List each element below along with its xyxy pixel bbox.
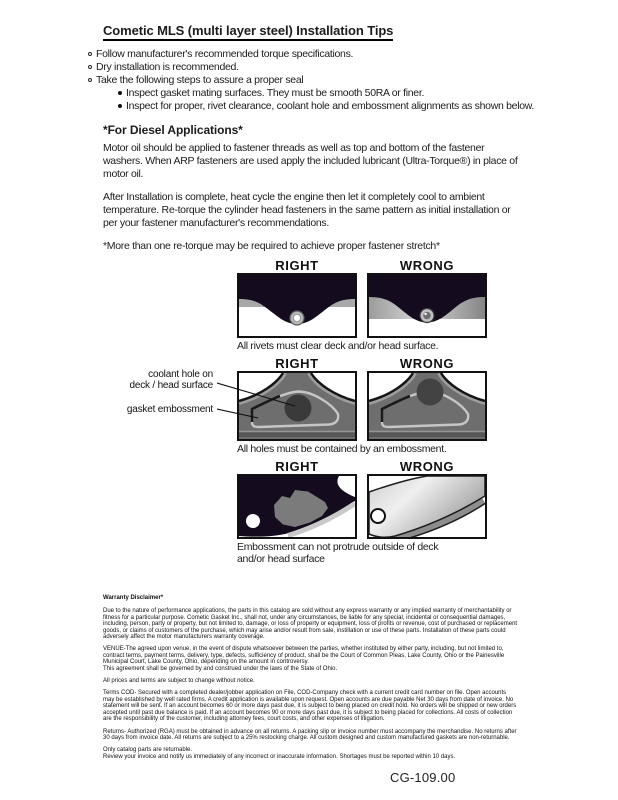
- rivet-icon: [420, 309, 434, 323]
- figure-rivet-clearance: [237, 259, 497, 352]
- list-item: [118, 100, 618, 113]
- bolt-hole: [371, 509, 385, 523]
- right-label: RIGHT: [275, 356, 319, 371]
- rivet-icon: [290, 311, 304, 325]
- figure-caption: Embossment can not protrude outside of deck and/or head surface: [237, 541, 439, 565]
- gasket-embossment-label: gasket embossment: [126, 404, 213, 415]
- tips-list: [88, 48, 618, 113]
- list-item: [88, 61, 618, 74]
- bolt-hole: [246, 514, 260, 528]
- bullet-text: Inspect gasket mating surfaces. They must be smooth 50RA or finer.: [126, 87, 425, 99]
- coolant-hole-label: coolant hole on deck / head surface: [129, 369, 213, 391]
- disclaimer-paragraph: Review your invoice and notify us immediately of any incorrect or inaccurate information. Shortages must be reported within 10 days.: [103, 753, 456, 760]
- wrong-label: WRONG: [399, 459, 455, 474]
- wrong-label: WRONG: [399, 258, 455, 273]
- disclaimer-paragraph: Only catalog parts are returnable.: [103, 747, 193, 754]
- diesel-heading: *For Diesel Applications*: [103, 123, 243, 137]
- rivet-right-diagram: [237, 273, 357, 338]
- bullet-text: Follow manufacturer's recommended torque specifications.: [96, 48, 354, 60]
- hole-wrong-diagram: [367, 371, 487, 441]
- protrusion-right-diagram: [237, 474, 357, 539]
- retorque-note: *More than one re-torque may be required to achieve proper fastener stretch*: [103, 240, 440, 252]
- disclaimer-paragraph: All prices and terms are subject to change without notice.: [103, 678, 255, 685]
- page-number: CG-109.00: [390, 770, 456, 786]
- bullet-text: Inspect for proper, rivet clearance, coolant hole and embossment alignments as shown below.: [126, 100, 535, 112]
- disclaimer-paragraph: This agreement shall be governed by and construed under the laws of the State of Ohio.: [103, 665, 338, 672]
- bullet-text: Dry installation is recommended.: [96, 61, 239, 73]
- diesel-paragraph-2: After Installation is complete, heat cycle the engine then let it completely cool to ambient temperature. Re-torque the cylinder head fasteners in the same pattern as initial installation or per your fastener manufacturer's recommendations.: [103, 191, 511, 229]
- open-bullet-icon: [88, 52, 92, 56]
- filled-bullet-icon: [118, 104, 122, 108]
- rivet-wrong-diagram: [367, 273, 487, 338]
- figure-hole-embossment: [126, 356, 497, 455]
- list-item: [88, 74, 618, 87]
- disclaimer-paragraph: Due to the nature of performance applications, the parts in this catalog are sold without any express warranty or any implied warranty of merchantability or fitness for a particular purpose. Cometic Gasket Inc., shall not, under any circumstances, be liable for any special, incidental or consequential damages, including, person, party or property, but not limited to, damage, or loss of property or equipment, loss of profits or revenue, cost of purchased or replacement goods, or claims of customers of the purchase, which may arise and/or result from sale, instillation or use of these parts. Installation of these parts could adversely affect the motor manufacturers warranty coverage.: [103, 608, 518, 641]
- warranty-disclaimer: [103, 595, 519, 760]
- bullet-text: Take the following steps to assure a proper seal: [96, 74, 304, 86]
- diesel-paragraph-1: Motor oil should be applied to fastener threads as well as top and bottom of the fastener washers. When ARP fasteners are used apply the included lubricant (Ultra-Torque®) in place of motor oil.: [103, 142, 518, 180]
- figure-embossment-protrusion: [237, 460, 497, 565]
- wrong-label: WRONG: [399, 356, 455, 371]
- open-bullet-icon: [88, 65, 92, 69]
- right-label: RIGHT: [275, 459, 319, 474]
- list-item: [88, 48, 618, 61]
- open-bullet-icon: [88, 78, 92, 82]
- coolant-hole: [417, 379, 444, 406]
- right-label: RIGHT: [275, 258, 319, 273]
- disclaimer-paragraph: Returns- Authorized (RGA) must be obtained in advance on all returns. A packing slip or invoice number must accompany the merchandise. No returns after 30 days from invoice date. All returns are subject to a 25% restocking charge. All custom designed and custom manufactured gaskets are non-returnable.: [103, 728, 517, 741]
- page-title: Cometic MLS (multi layer steel) Installation Tips: [103, 23, 393, 41]
- disclaimer-heading: Warranty Disclaimer*: [103, 595, 164, 601]
- hole-right-diagram: [237, 371, 357, 441]
- disclaimer-paragraph: VENUE-The agreed upon venue, in the event of dispute whatsoever between the parties, whether instituted by either party, including, but not limited to, contract terms, payment terms, delivery, type, defects, sufficiency of product, shall be the Court of Common Pleas, Lake County, Ohio or the Painesville Municipal Court, Lake County, Ohio, depending on the amount in controversy.: [103, 646, 505, 666]
- coolant-hole: [285, 395, 312, 422]
- list-item: [118, 87, 618, 100]
- protrusion-wrong-diagram: [367, 474, 487, 539]
- disclaimer-paragraph: Terms COD- Secured with a completed dealer/jobber application on File, COD-Company check with a current credit card number on file. Open accounts may be established by well rated firms. A credit application is available upon request. Open accounts are due payable Net 30 days from date of invoice. No statement will be sent. If an account becomes 60 or more days past due, it is subject to being placed on credit hold. No orders will be shipped or new orders accepted until past due balance is paid. If an account becomes 90 or more days past due, it is subject to being placed for collections. All costs of collection are the responsibility of the customer, including attorney fees, court costs, and other expenses of litigation.: [103, 690, 517, 723]
- filled-bullet-icon: [118, 91, 122, 95]
- figure-caption: All rivets must clear deck and/or head surface.: [237, 340, 439, 352]
- figure-caption: All holes must be contained by an embossment.: [237, 443, 447, 455]
